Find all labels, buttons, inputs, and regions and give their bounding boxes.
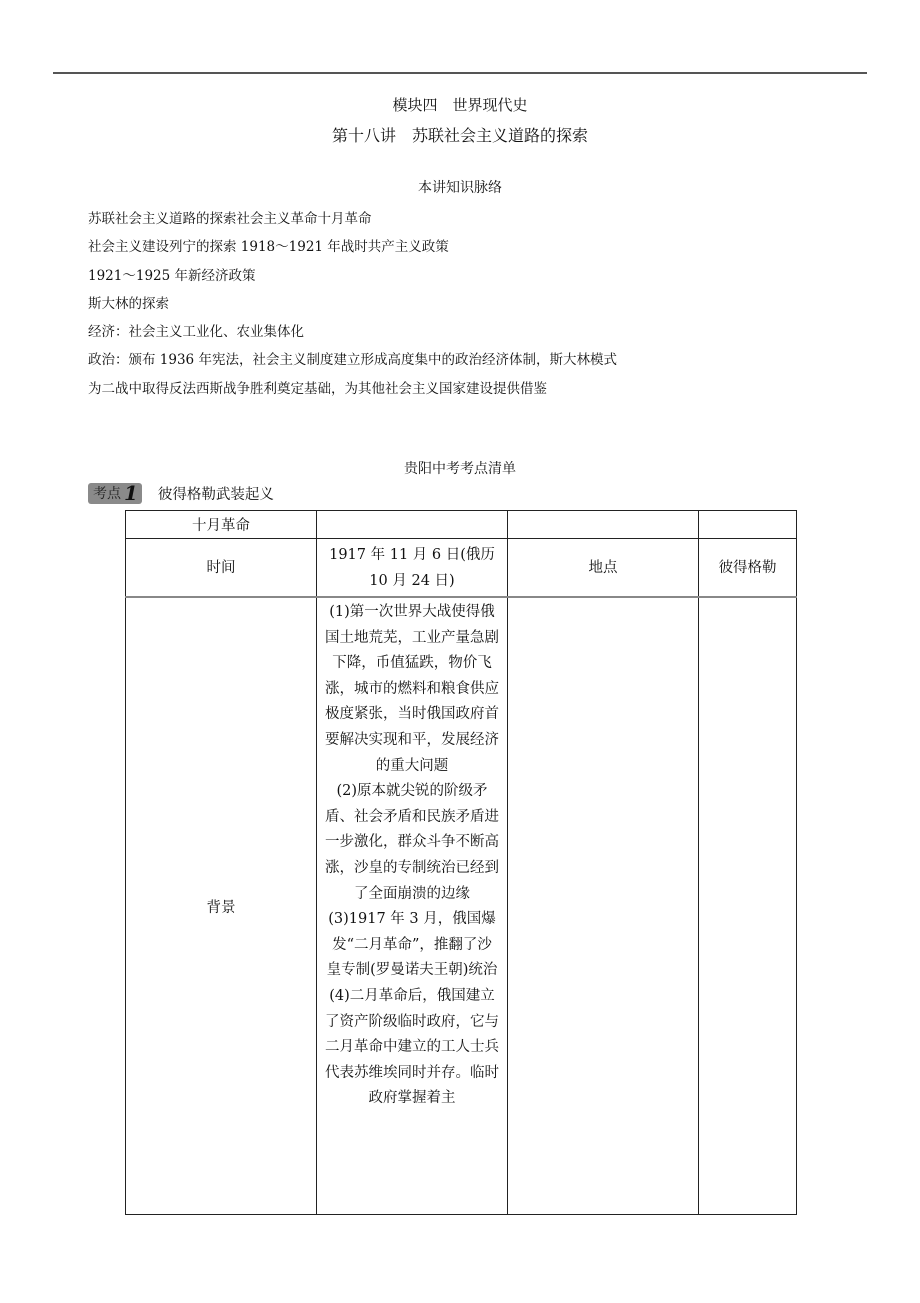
outline-line: 为二战中取得反法西斯战争胜利奠定基础，为其他社会主义国家建设提供借鉴 — [88, 380, 547, 397]
background-paragraph: (2)原本就尖锐的阶级矛盾、社会矛盾和民族矛盾进一步激化，群众斗争不断高涨，沙皇的专制统治已经到了全面崩溃的边缘 — [325, 783, 499, 902]
background-paragraph: (3)1917 年 3 月，俄国爆发“二月革命”，推翻了沙皇专制(罗曼诺夫王朝)统治 — [326, 911, 498, 979]
checklist-title: 贵阳中考考点清单 — [404, 461, 516, 477]
lecture-title: 第十八讲 苏联社会主义道路的探索 — [331, 126, 588, 145]
table-cell-background-text — [317, 597, 508, 1215]
table-cell — [699, 597, 797, 1215]
background-paragraph: (4)二月革命后，俄国建立了资产阶级临时政府，它与二月革命中建立的工人士兵代表苏维埃同时并存。临时政府掌握着主 — [325, 987, 499, 1107]
table-row — [126, 511, 797, 539]
outline-section-title: 本讲知识脉络 — [418, 180, 502, 196]
time-value-line: 1917 年 11 月 6 日(俄历 — [329, 546, 495, 563]
table-cell-time-label: 时间 — [126, 539, 317, 598]
outline-line: 1921～1925 年新经济政策 — [88, 267, 256, 284]
kaodian-badge — [88, 483, 142, 504]
kaodian-badge-label: 考点 — [93, 486, 121, 502]
background-paragraph: (1)第一次世界大战使得俄国土地荒芜，工业产量急剧下降，币值猛跌，物价飞涨，城市的燃料和粮食供应极度紧张，当时俄国政府首要解决实现和平，发展经济的重大问题 — [325, 604, 499, 774]
outline-line: 社会主义建设列宁的探索 1918～1921 年战时共产主义政策 — [88, 239, 449, 256]
table-row — [126, 597, 797, 1215]
table-cell-time-value — [317, 539, 508, 598]
table-cell — [508, 511, 699, 539]
table-cell-topic: 十月革命 — [126, 511, 317, 539]
kaodian-title: 彼得格勒武装起义 — [157, 486, 274, 503]
outline-line: 斯大林的探索 — [88, 295, 169, 312]
module-title: 模块四 世界现代史 — [392, 96, 528, 114]
table-cell — [317, 511, 508, 539]
outline-line: 经济：社会主义工业化、农业集体化 — [88, 324, 304, 341]
table-cell-place-value: 彼得格勒 — [699, 539, 797, 598]
outline-line: 政治：颁布 1936 年宪法，社会主义制度建立形成高度集中的政治经济体制，斯大林模式 — [88, 352, 617, 369]
table-cell-background-label: 背景 — [126, 597, 317, 1215]
table-cell — [508, 597, 699, 1215]
knowledge-outline — [88, 205, 617, 403]
top-rule — [53, 72, 867, 74]
kaodian-heading — [88, 482, 274, 504]
kaodian-number: 1 — [124, 481, 138, 505]
table-cell — [699, 511, 797, 539]
time-value-line: 10 月 24 日) — [369, 572, 455, 589]
table-row — [126, 539, 797, 598]
outline-line: 苏联社会主义道路的探索社会主义革命十月革命 — [88, 211, 372, 227]
table-cell-place-label: 地点 — [508, 539, 699, 598]
october-revolution-table — [125, 510, 797, 1215]
